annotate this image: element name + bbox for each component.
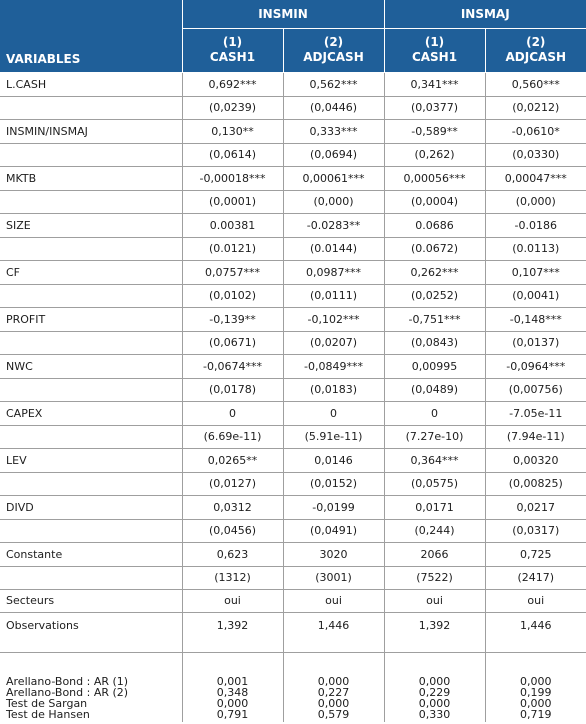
row-label: DIVD — [0, 495, 182, 519]
table-row — [0, 331, 586, 354]
test-value: 0,001 — [216, 675, 249, 688]
row-label: LEV — [0, 448, 182, 472]
secteurs-cell: oui — [384, 589, 485, 612]
se-cell: (0.0113) — [485, 237, 586, 260]
coef-cell: 0,00056*** — [384, 166, 485, 190]
se-cell: (0,0111) — [283, 284, 384, 307]
test-value: 0,719 — [520, 708, 552, 721]
column-number: (2) — [526, 35, 546, 49]
se-cell: (0.0121) — [182, 237, 283, 260]
tests-values — [485, 652, 586, 722]
row-label-empty — [0, 143, 182, 166]
test-value: 0,229 — [418, 686, 451, 699]
coef-cell: -0,0199 — [283, 495, 384, 519]
coef-cell: 0,560*** — [485, 72, 586, 96]
secteurs-cell: oui — [485, 589, 586, 612]
table-row — [0, 354, 586, 378]
coef-cell: 0 — [384, 401, 485, 425]
test-value: 0,000 — [418, 697, 451, 710]
table-row — [0, 166, 586, 190]
table-row-secteurs — [0, 589, 586, 612]
se-cell: (0,0127) — [182, 472, 283, 495]
column-header — [283, 28, 384, 72]
row-label-empty — [0, 284, 182, 307]
coef-cell: 0,341*** — [384, 72, 485, 96]
se-cell: (0,00825) — [485, 472, 586, 495]
coef-cell: 0,00061*** — [283, 166, 384, 190]
se-cell: (0.0144) — [283, 237, 384, 260]
row-label: SIZE — [0, 213, 182, 237]
table-row-tests — [0, 652, 586, 722]
coef-cell: -0.0186 — [485, 213, 586, 237]
tests-values — [384, 652, 485, 722]
coef-cell: 0,0987*** — [283, 260, 384, 284]
coef-cell: 0,130** — [182, 119, 283, 143]
table-row — [0, 495, 586, 519]
coef-cell: 2066 — [384, 542, 485, 566]
row-label: Constante — [0, 542, 182, 566]
table-body — [0, 72, 586, 722]
coef-cell: 3020 — [283, 542, 384, 566]
table-row — [0, 260, 586, 284]
row-label-empty — [0, 425, 182, 448]
se-cell: (0,0102) — [182, 284, 283, 307]
test-value: 0,000 — [317, 697, 350, 710]
table-row — [0, 566, 586, 589]
table-row — [0, 425, 586, 448]
test-value: 0,000 — [520, 675, 552, 688]
se-cell: (0,000) — [485, 190, 586, 213]
coef-cell: 0,00047*** — [485, 166, 586, 190]
coef-cell: -0,0674*** — [182, 354, 283, 378]
group-header-insmin: INSMIN — [182, 0, 384, 28]
row-label-empty — [0, 237, 182, 260]
secteurs-cell: oui — [182, 589, 283, 612]
table-row — [0, 72, 586, 96]
column-name: ADJCASH — [303, 50, 364, 64]
se-cell: (0,0330) — [485, 143, 586, 166]
observations-cell: 1,392 — [384, 612, 485, 652]
coef-cell: 0,623 — [182, 542, 283, 566]
coef-cell: 0,692*** — [182, 72, 283, 96]
test-value: 0,000 — [317, 675, 350, 688]
coef-cell: -0,0964*** — [485, 354, 586, 378]
row-label-empty — [0, 472, 182, 495]
row-label: Observations — [0, 612, 182, 652]
coef-cell: -0,00018*** — [182, 166, 283, 190]
row-label: PROFIT — [0, 307, 182, 331]
se-cell: (0,0252) — [384, 284, 485, 307]
se-cell: (0,0614) — [182, 143, 283, 166]
variables-header: VARIABLES — [0, 0, 182, 72]
row-label: Secteurs — [0, 589, 182, 612]
se-cell: (0,0207) — [283, 331, 384, 354]
se-cell: (0,0041) — [485, 284, 586, 307]
row-label-empty — [0, 96, 182, 119]
row-label-empty — [0, 519, 182, 542]
table-row — [0, 119, 586, 143]
coef-cell: -0,589** — [384, 119, 485, 143]
coef-cell: 0 — [283, 401, 384, 425]
observations-cell: 1,446 — [283, 612, 384, 652]
coef-cell: 0.0686 — [384, 213, 485, 237]
coef-cell: 0,0217 — [485, 495, 586, 519]
test-value: 0,579 — [317, 708, 350, 721]
coef-cell: 0,0312 — [182, 495, 283, 519]
secteurs-cell: oui — [283, 589, 384, 612]
column-header — [182, 28, 283, 72]
table-row — [0, 143, 586, 166]
test-label: Arellano-Bond : AR (1) — [6, 675, 129, 688]
se-cell: (0,0694) — [283, 143, 384, 166]
se-cell: (0,0178) — [182, 378, 283, 401]
table-row — [0, 519, 586, 542]
se-cell: (7.27e-10) — [384, 425, 485, 448]
coef-cell: 0,00995 — [384, 354, 485, 378]
coef-cell: 0,333*** — [283, 119, 384, 143]
se-cell: (0.0672) — [384, 237, 485, 260]
se-cell: (0,0183) — [283, 378, 384, 401]
test-value: 0,000 — [216, 697, 249, 710]
se-cell: (0,0001) — [182, 190, 283, 213]
se-cell: (0,00756) — [485, 378, 586, 401]
se-cell: (0,0575) — [384, 472, 485, 495]
table-row — [0, 378, 586, 401]
se-cell: (0,262) — [384, 143, 485, 166]
tests-labels — [0, 652, 182, 722]
column-number: (1) — [222, 35, 243, 49]
se-cell: (0,0152) — [283, 472, 384, 495]
observations-cell: 1,392 — [182, 612, 283, 652]
coef-cell: -7.05e-11 — [485, 401, 586, 425]
se-cell: (0,0004) — [384, 190, 485, 213]
coef-cell: 0,562*** — [283, 72, 384, 96]
se-cell: (2417) — [485, 566, 586, 589]
se-cell: (7.94e-11) — [485, 425, 586, 448]
coef-cell: 0,0757*** — [182, 260, 283, 284]
test-value: 0,000 — [520, 697, 552, 710]
table-row — [0, 472, 586, 495]
column-header — [384, 28, 485, 72]
se-cell: (1312) — [182, 566, 283, 589]
coef-cell: -0,139** — [182, 307, 283, 331]
se-cell: (0,0377) — [384, 96, 485, 119]
test-value: 0,199 — [520, 686, 552, 699]
se-cell: (3001) — [283, 566, 384, 589]
coef-cell: 0,107*** — [485, 260, 586, 284]
coef-cell: -0,102*** — [283, 307, 384, 331]
tests-values — [182, 652, 283, 722]
se-cell: (0,244) — [384, 519, 485, 542]
test-label: Test de Hansen — [6, 708, 90, 721]
column-name: CASH1 — [209, 50, 256, 64]
row-label: L.CASH — [0, 72, 182, 96]
coef-cell: -0,0849*** — [283, 354, 384, 378]
se-cell: (0,0491) — [283, 519, 384, 542]
table-row — [0, 542, 586, 566]
column-name: CASH1 — [411, 50, 458, 64]
se-cell: (0,0317) — [485, 519, 586, 542]
coef-cell: 0 — [182, 401, 283, 425]
test-value: 0,000 — [418, 675, 451, 688]
table-row-observations — [0, 612, 586, 652]
se-cell: (0,0489) — [384, 378, 485, 401]
se-cell: (0,0456) — [182, 519, 283, 542]
test-value: 0,330 — [418, 708, 451, 721]
test-value: 0,227 — [317, 686, 350, 699]
row-label: INSMIN/INSMAJ — [0, 119, 182, 143]
coef-cell: -0,751*** — [384, 307, 485, 331]
test-label: Test de Sargan — [6, 697, 88, 710]
row-label-empty — [0, 190, 182, 213]
row-label: CF — [0, 260, 182, 284]
se-cell: (7522) — [384, 566, 485, 589]
test-value: 0,348 — [216, 686, 249, 699]
table-row — [0, 448, 586, 472]
table-row — [0, 401, 586, 425]
coef-cell: -0.0283** — [283, 213, 384, 237]
coef-cell: 0,0171 — [384, 495, 485, 519]
observations-cell: 1,446 — [485, 612, 586, 652]
row-label-empty — [0, 566, 182, 589]
column-name: ADJCASH — [505, 50, 567, 64]
se-cell: (5.91e-11) — [283, 425, 384, 448]
coef-cell: 0,0146 — [283, 448, 384, 472]
row-label: NWC — [0, 354, 182, 378]
se-cell: (0,0212) — [485, 96, 586, 119]
table-row — [0, 190, 586, 213]
test-value: 0,791 — [216, 708, 249, 721]
column-header — [485, 28, 586, 72]
column-number: (2) — [323, 35, 344, 49]
table-row — [0, 284, 586, 307]
se-cell: (0,0446) — [283, 96, 384, 119]
group-header-insmaj: INSMAJ — [384, 0, 586, 28]
table-row — [0, 237, 586, 260]
row-label: CAPEX — [0, 401, 182, 425]
se-cell: (0,0239) — [182, 96, 283, 119]
se-cell: (0,0671) — [182, 331, 283, 354]
se-cell: (6.69e-11) — [182, 425, 283, 448]
se-cell: (0,0843) — [384, 331, 485, 354]
coef-cell: -0,148*** — [485, 307, 586, 331]
table-row — [0, 213, 586, 237]
coef-cell: 0.00381 — [182, 213, 283, 237]
coef-cell: 0,0265** — [182, 448, 283, 472]
coef-cell: 0,364*** — [384, 448, 485, 472]
coef-cell: 0,00320 — [485, 448, 586, 472]
row-label: MKTB — [0, 166, 182, 190]
coef-cell: 0,262*** — [384, 260, 485, 284]
tests-values — [283, 652, 384, 722]
row-label-empty — [0, 331, 182, 354]
se-cell: (0,000) — [283, 190, 384, 213]
row-label-empty — [0, 378, 182, 401]
se-cell: (0,0137) — [485, 331, 586, 354]
table-row — [0, 96, 586, 119]
test-label: Arellano-Bond : AR (2) — [6, 686, 129, 699]
column-number: (1) — [424, 35, 445, 49]
table-row — [0, 307, 586, 331]
coef-cell: -0,0610* — [485, 119, 586, 143]
coef-cell: 0,725 — [485, 542, 586, 566]
